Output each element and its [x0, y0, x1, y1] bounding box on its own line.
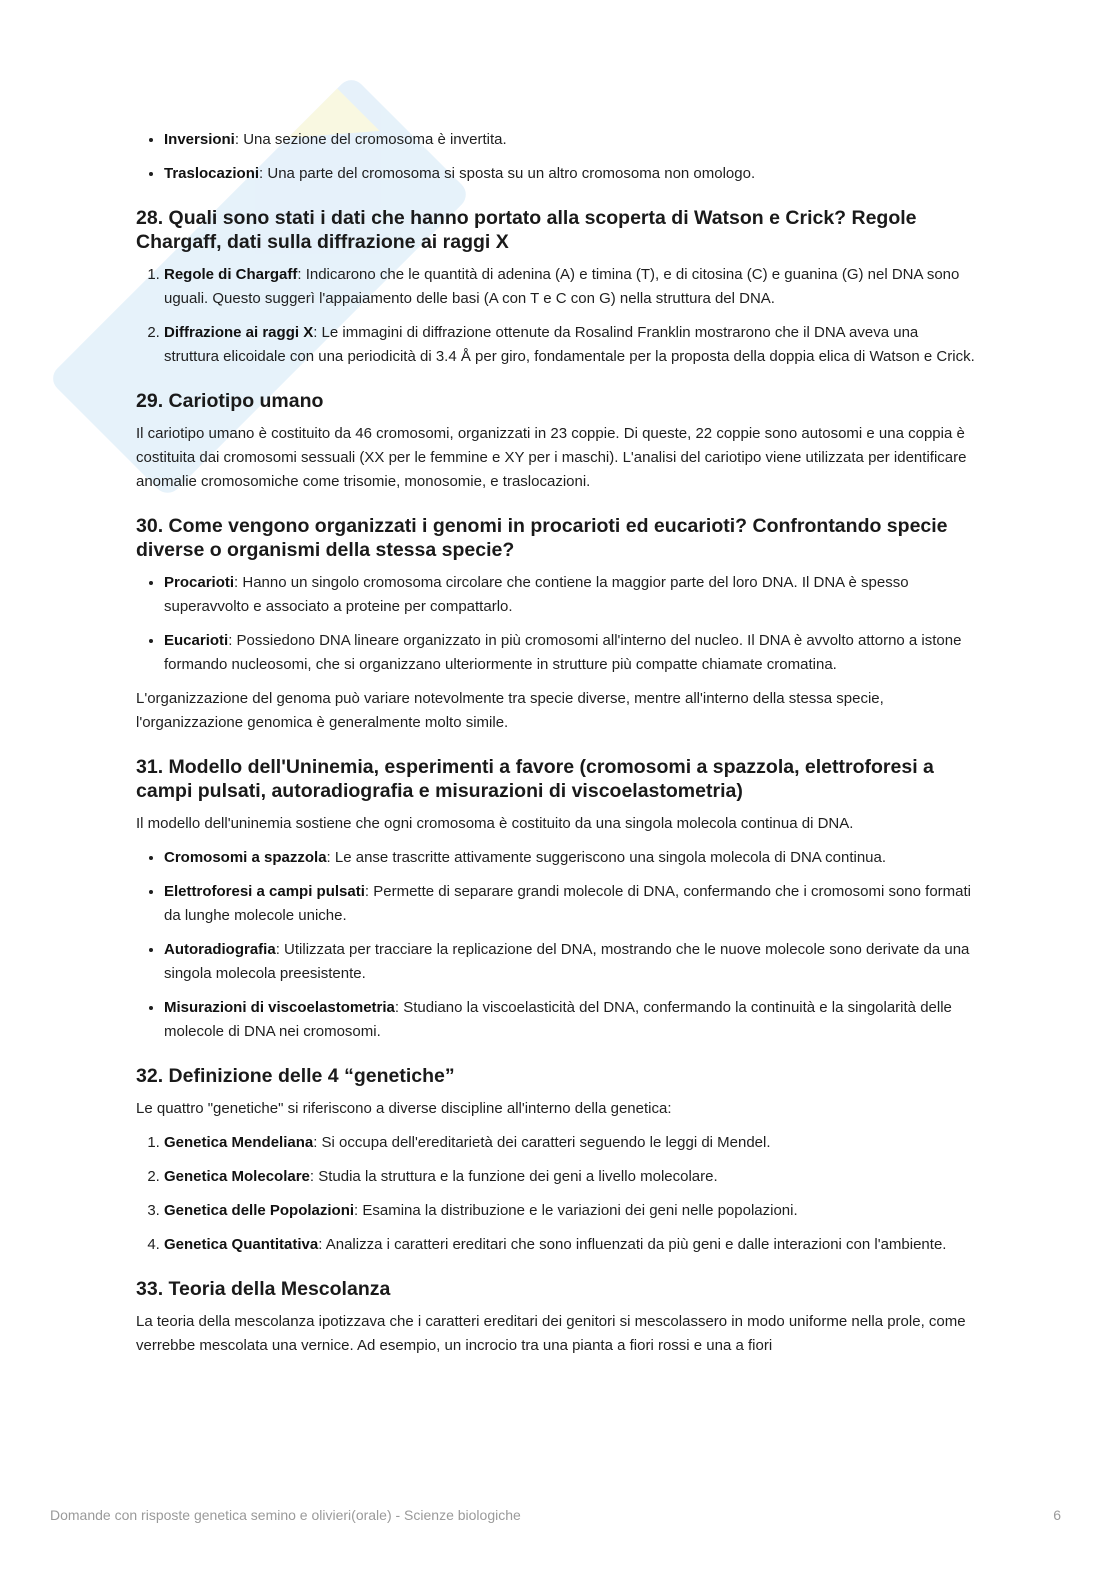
section-32-list — [136, 1131, 976, 1257]
section-32-intro: Le quattro "genetiche" si riferiscono a diverse discipline all'interno della genetica: — [136, 1100, 672, 1117]
list-item: • Elettroforesi a campi pulsati: Permette di separare grandi molecole di DNA, confermando che i cromosomi sono formati da lunghe molecole uniche. — [164, 880, 976, 928]
list-item: • Procarioti: Hanno un singolo cromosoma circolare che contiene la maggior parte del loro DNA. Il DNA è spesso superavvolto e associato a proteine per compattarlo. — [164, 571, 976, 619]
list-item: 1. Regole di Chargaff: Indicarono che le quantità di adenina (A) e timina (T), e di citosina (C) e guanina (G) nel DNA sono uguali. Questo suggerì l'appaiamento delle basi (A con T e C con G) nella struttura del DNA. — [164, 263, 976, 311]
list-item: • Inversioni: Una sezione del cromosoma è invertita. — [164, 128, 976, 152]
section-31-intro: Il modello dell'uninemia sostiene che ogni cromosoma è costituito da una singola molecola continua di DNA. — [136, 815, 854, 832]
section-33-body: La teoria della mescolanza ipotizzava che i caratteri ereditari dei genitori si mescolassero in modo uniforme nella prole, come verrebbe mescolata una vernice. Ad esempio, un incrocio tra una pianta a fiori rossi e una a fiori — [136, 1313, 966, 1354]
list-item: • Traslocazioni: Una parte del cromosoma si sposta su un altro cromosoma non omologo. — [164, 162, 976, 186]
list-item: 1. Genetica Mendeliana: Si occupa dell'ereditarietà dei caratteri seguendo le leggi di Mendel. — [164, 1131, 976, 1155]
list-item: 4. Genetica Quantitativa: Analizza i caratteri ereditari che sono influenzati da più geni e dalle interazioni con l'ambiente. — [164, 1233, 976, 1257]
section-29-body: Il cariotipo umano è costituito da 46 cromosomi, organizzati in 23 coppie. Di queste, 22 coppie sono autosomi e una coppia è costituita dai cromosomi sessuali (XX per le femmine e XY per i maschi). L'analisi del cariotipo viene utilizzata per identificare anomalie cromosomiche come trisomie, monosomie, e traslocazioni. — [136, 425, 967, 490]
section-28-list — [136, 263, 976, 369]
top-list — [136, 128, 976, 186]
section-31-list — [136, 846, 976, 1044]
section-33-title: 33. Teoria della Mescolanza — [136, 1278, 391, 1300]
section-30-list — [136, 571, 976, 677]
list-item: 2. Genetica Molecolare: Studia la struttura e la funzione dei geni a livello molecolare. — [164, 1165, 976, 1189]
page-footer — [50, 1507, 1061, 1523]
section-32-title: 32. Definizione delle 4 “genetiche” — [136, 1065, 455, 1087]
section-30-body: L'organizzazione del genoma può variare notevolmente tra specie diverse, mentre all'interno della stessa specie, l'organizzazione genomica è generalmente molto simile. — [136, 690, 884, 731]
page-content — [136, 128, 976, 1368]
list-item: 3. Genetica delle Popolazioni: Esamina la distribuzione e le variazioni dei geni nelle popolazioni. — [164, 1199, 976, 1223]
list-item: 2. Diffrazione ai raggi X: Le immagini di diffrazione ottenute da Rosalind Franklin mostrarono che il DNA aveva una struttura elicoidale con una periodicità di 3.4 Å per giro, fondamentale per la proposta della doppia elica di Watson e Crick. — [164, 321, 976, 369]
section-29-title: 29. Cariotipo umano — [136, 390, 324, 412]
list-item: • Misurazioni di viscoelastometria: Studiano la viscoelasticità del DNA, confermando la continuità e la singolarità delle molecole di DNA nei cromosomi. — [164, 996, 976, 1044]
section-30-title: 30. Come vengono organizzati i genomi in procarioti ed eucarioti? Confrontando specie diverse o organismi della stessa specie? — [136, 515, 948, 561]
footer-document-title: Domande con risposte genetica semino e olivieri(orale) - Scienze biologiche — [50, 1507, 521, 1523]
list-item: • Cromosomi a spazzola: Le anse trascritte attivamente suggeriscono una singola molecola di DNA continua. — [164, 846, 976, 870]
list-item: • Autoradiografia: Utilizzata per tracciare la replicazione del DNA, mostrando che le nuove molecole sono derivate da una singola molecola preesistente. — [164, 938, 976, 986]
section-31-title: 31. Modello dell'Uninemia, esperimenti a favore (cromosomi a spazzola, elettroforesi a campi pulsati, autoradiografia e misurazioni di viscoelastometria) — [136, 756, 934, 802]
list-item: • Eucarioti: Possiedono DNA lineare organizzato in più cromosomi all'interno del nucleo. Il DNA è avvolto attorno a istone formando nucleosomi, che si organizzano ulteriormente in strutture più compatte chiamate cromatina. — [164, 629, 976, 677]
section-28-title: 28. Quali sono stati i dati che hanno portato alla scoperta di Watson e Crick? Regole Chargaff, dati sulla diffrazione ai raggi X — [136, 207, 917, 253]
page-number: 6 — [1053, 1507, 1061, 1523]
